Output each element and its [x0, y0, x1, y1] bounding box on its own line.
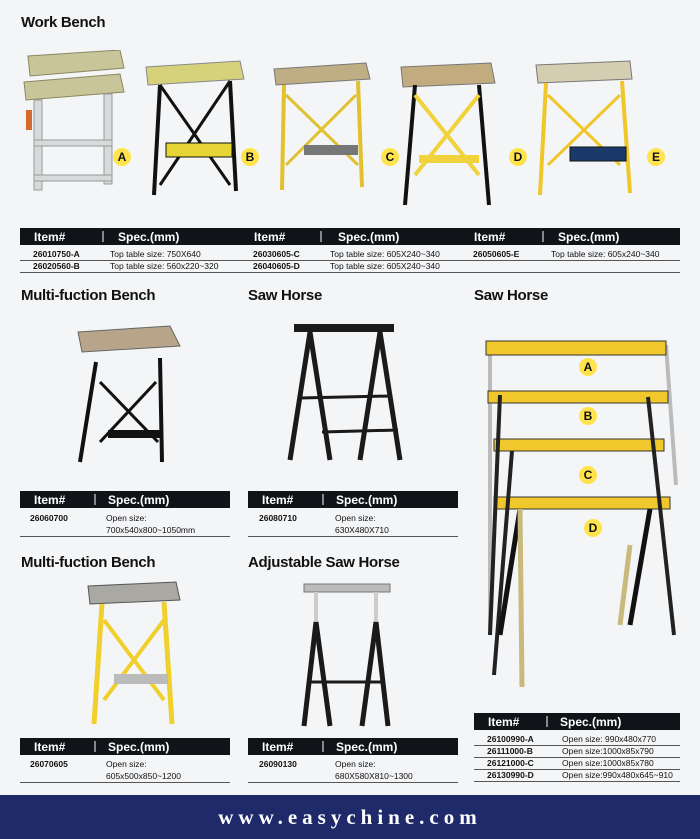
- item-header: Item#: [488, 715, 520, 729]
- item-header: Item#: [254, 230, 286, 244]
- table-cell: Open size:990x480x645~910: [562, 770, 673, 780]
- saw-horse-2-spec-header: [474, 713, 680, 730]
- table-row: 26121000-C: [487, 758, 534, 768]
- table-row: 26080710: [259, 513, 297, 523]
- divider: [248, 782, 458, 783]
- spec-header: Spec.(mm): [336, 740, 398, 754]
- table-cell: Top table size: 605X240~340: [330, 249, 440, 259]
- divider: [248, 536, 458, 537]
- divider: [474, 769, 680, 770]
- divider: [474, 745, 680, 746]
- table-cell: Open size:: [335, 513, 376, 523]
- table-cell: 700x540x800~1050mm: [106, 525, 196, 535]
- table-row: 26040605-D: [253, 261, 300, 271]
- adjustable-saw-horse-image: [290, 582, 400, 732]
- table-row: 26070605: [30, 759, 68, 769]
- saw-horse-1-image: [280, 318, 410, 468]
- divider: [20, 782, 230, 783]
- saw-label-d: D: [584, 519, 602, 537]
- table-cell: Open size:: [106, 513, 147, 523]
- item-header: Item#: [474, 230, 506, 244]
- spec-header: Spec.(mm): [560, 715, 622, 729]
- saw-label-c: C: [579, 466, 597, 484]
- workbench-e-image: [530, 55, 640, 200]
- adjustable-spec-header: [248, 738, 458, 755]
- table-cell: Open size: 990x480x770: [562, 734, 657, 744]
- item-header: Item#: [262, 740, 294, 754]
- table-row: 26060700: [30, 513, 68, 523]
- multi-bench-2-image: [80, 580, 190, 730]
- item-header: Item#: [34, 230, 66, 244]
- section-title-work-bench: Work Bench: [21, 14, 106, 31]
- divider: [20, 272, 680, 273]
- item-header: Item#: [34, 493, 66, 507]
- table-cell: Open size:1000x85x790: [562, 746, 654, 756]
- label-d: D: [509, 148, 527, 166]
- divider: [20, 260, 680, 261]
- table-row: 26130990-D: [487, 770, 534, 780]
- section-title-saw-horse-2: Saw Horse: [474, 287, 548, 304]
- table-cell: 630X480X710: [335, 525, 389, 535]
- label-b: B: [241, 148, 259, 166]
- divider: [474, 757, 680, 758]
- multi-bench-2-spec-header: [20, 738, 230, 755]
- table-cell: Top table size: 605X240~340: [330, 261, 440, 271]
- spec-header: Spec.(mm): [336, 493, 398, 507]
- saw-label-a: A: [579, 358, 597, 376]
- spec-header: Spec.(mm): [558, 230, 620, 244]
- table-cell: Top table size: 605x240~340: [551, 249, 660, 259]
- divider: [20, 536, 230, 537]
- saw-horse-1-spec-header: [248, 491, 458, 508]
- workbench-c-image: [270, 55, 380, 195]
- spec-header: Spec.(mm): [108, 740, 170, 754]
- divider: [474, 781, 680, 782]
- footer-website: www.easychine.com: [0, 795, 700, 839]
- section-title-adjustable-saw-horse: Adjustable Saw Horse: [248, 554, 400, 571]
- table-cell: Open size:: [335, 759, 376, 769]
- label-a: A: [113, 148, 131, 166]
- label-c: C: [381, 148, 399, 166]
- workbench-d-image: [395, 55, 505, 210]
- table-row: 26100990-A: [487, 734, 534, 744]
- table-row: 26111000-B: [487, 746, 533, 756]
- table-row: 26010750-A: [33, 249, 80, 259]
- section-title-multi-bench-1: Multi-fuction Bench: [21, 287, 156, 304]
- item-header: Item#: [262, 493, 294, 507]
- table-cell: Top table size: 750X640: [110, 249, 201, 259]
- saw-label-b: B: [579, 407, 597, 425]
- section-title-saw-horse-1: Saw Horse: [248, 287, 322, 304]
- spec-header: Spec.(mm): [108, 493, 170, 507]
- item-header: Item#: [34, 740, 66, 754]
- table-cell: 680X580X810~1300: [335, 771, 413, 781]
- table-row: 26030605-C: [253, 249, 300, 259]
- workbench-b-image: [140, 55, 250, 200]
- section-title-multi-bench-2: Multi-fuction Bench: [21, 554, 156, 571]
- work-bench-spec-header: [20, 228, 680, 245]
- label-e: E: [647, 148, 665, 166]
- table-row: 26090130: [259, 759, 297, 769]
- multi-bench-1-image: [70, 322, 190, 472]
- multi-bench-1-spec-header: [20, 491, 230, 508]
- table-row: 26020560-B: [33, 261, 80, 271]
- table-row: 26050605-E: [473, 249, 520, 259]
- spec-header: Spec.(mm): [338, 230, 400, 244]
- spec-header: Spec.(mm): [118, 230, 180, 244]
- workbench-a-image: [20, 50, 130, 195]
- table-cell: Open size:1000x85x780: [562, 758, 654, 768]
- table-cell: Top table size: 560x220~320: [110, 261, 219, 271]
- saw-horse-2-image: [480, 335, 680, 695]
- table-cell: 605x500x850~1200: [106, 771, 181, 781]
- table-cell: Open size:: [106, 759, 147, 769]
